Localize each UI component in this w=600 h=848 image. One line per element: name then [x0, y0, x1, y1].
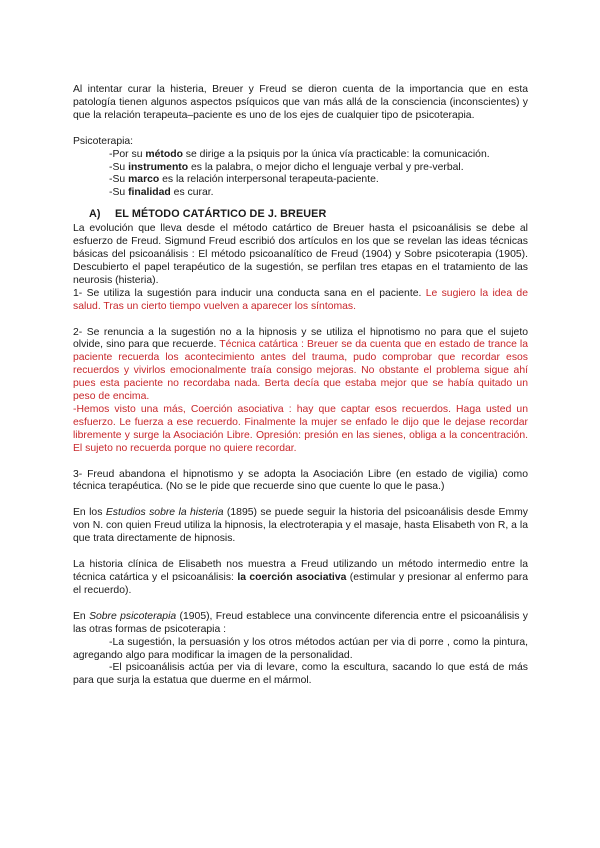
- etapa-2-paragraph: 2- Se renuncia a la sugestión no a la hipnosis y se utiliza el hipnotismo no para que el sujeto olvide, sino para que recuerde. Técnica catártica : Breuer se da cuenta que en estado de trance la paciente recuerda los acontecimiento antes del trauma, pudo comprobar que recordar esos recuerdos y vivirlos emocionalmente traía consigo mejoras. No obstante el problema sigue ahí pues esta paciente no recordaba nada. Berta decía que estaba mejor que se había quitado un peso de encima.: [73, 326, 528, 403]
- coercion-paragraph: -Hemos visto una más, Coerción asociativa : hay que captar esos recuerdos. Haga usted un esfuerzo. Le fuerza a ese recuerdo. Finalmente la mujer se enfado le dijo que le dejase recordar libremente y surge la Asociación Libre. Opresión: presión en las sienes, obliga a la concentración. El sujeto no recuerda porque no quiere recordar.: [73, 403, 528, 454]
- elisabeth-paragraph: La historia clínica de Elisabeth nos muestra a Freud utilizando un método intermedio entre la técnica catártica y el psicoanálisis: la coerción asociativa (estimular y presionar al enfermo para el recuerdo).: [73, 559, 528, 596]
- document-page: [73, 84, 528, 688]
- psicoterapia-item-marco: -Su marco es la relación interpersonal terapeuta-paciente.: [109, 174, 379, 186]
- intro-paragraph: Al intentar curar la histeria, Breuer y Freud se dieron cuenta de la importancia que en esta patología tienen algunos aspectos psíquicos que van más allá de la consciencia (inconscientes) y que la relación terapeuta–paciente es uno de los ejes de cualquier tipo de psicoterapia.: [73, 84, 528, 121]
- sobre-psicoterapia-paragraph: En Sobre psicoterapia (1905), Freud establece una convincente diferencia entre el psicoanálisis y las otras formas de psicoterapia :: [73, 610, 528, 635]
- estudios-paragraph: En los Estudios sobre la histeria (1895) se puede seguir la historia del psicoanálisis desde Emmy von N. con quien Freud utiliza la hipnosis, la electroterapia y el masaje, hasta Elisabeth von R, a la que trata directamente de hipnosis.: [73, 507, 528, 545]
- section-heading: A) EL MÉTODO CATÁRTICO DE J. BREUER: [89, 208, 327, 221]
- sugestion-paragraph: -La sugestión, la persuasión y los otros métodos actúan per via di porre , como la pintura, agregando algo para modificar la imagen de la personalidad.: [73, 636, 528, 661]
- psicoterapia-item-finalidad: -Su finalidad es curar.: [109, 187, 214, 199]
- psicoterapia-item-instrumento: -Su instrumento es la palabra, o mejor dicho el lenguaje verbal y pre-verbal.: [109, 161, 464, 173]
- etapa-1-paragraph: 1- Se utiliza la sugestión para inducir una conducta sana en el paciente. Le sugiero la idea de salud. Tras un cierto tiempo vuelven a aparecer los síntomas.: [73, 287, 528, 312]
- psicoanalisis-paragraph: -El psicoanálisis actúa per via di levare, como la escultura, sacando lo que está de más para que surja la estatua que duerme en el mármol.: [73, 662, 528, 687]
- evolucion-paragraph: La evolución que lleva desde el método catártico de Breuer hasta el psicoanálisis se debe al esfuerzo de Freud. Sigmund Freud escribió dos artículos en los que se revelan las ideas técnicas básicas del psicoanálisis : El método psicoanalítico de Freud (1904) y Sobre psicoterapia (1905). Descubierto el papel terapéutico de la sugestión, se perfilan tres etapas en el tratamiento de las neurosis (histeria).: [73, 223, 528, 286]
- psicoterapia-title: Psicoterapia:: [73, 135, 134, 147]
- etapa-3-paragraph: 3- Freud abandona el hipnotismo y se adopta la Asociación Libre (en estado de vigilia) como técnica terapéutica. (No se le pide que recuerde sino que cuente lo que le pasa.): [73, 468, 528, 493]
- psicoterapia-item-metodo: -Por su método se dirige a la psiquis por la única vía practicable: la comunicación.: [109, 148, 490, 160]
